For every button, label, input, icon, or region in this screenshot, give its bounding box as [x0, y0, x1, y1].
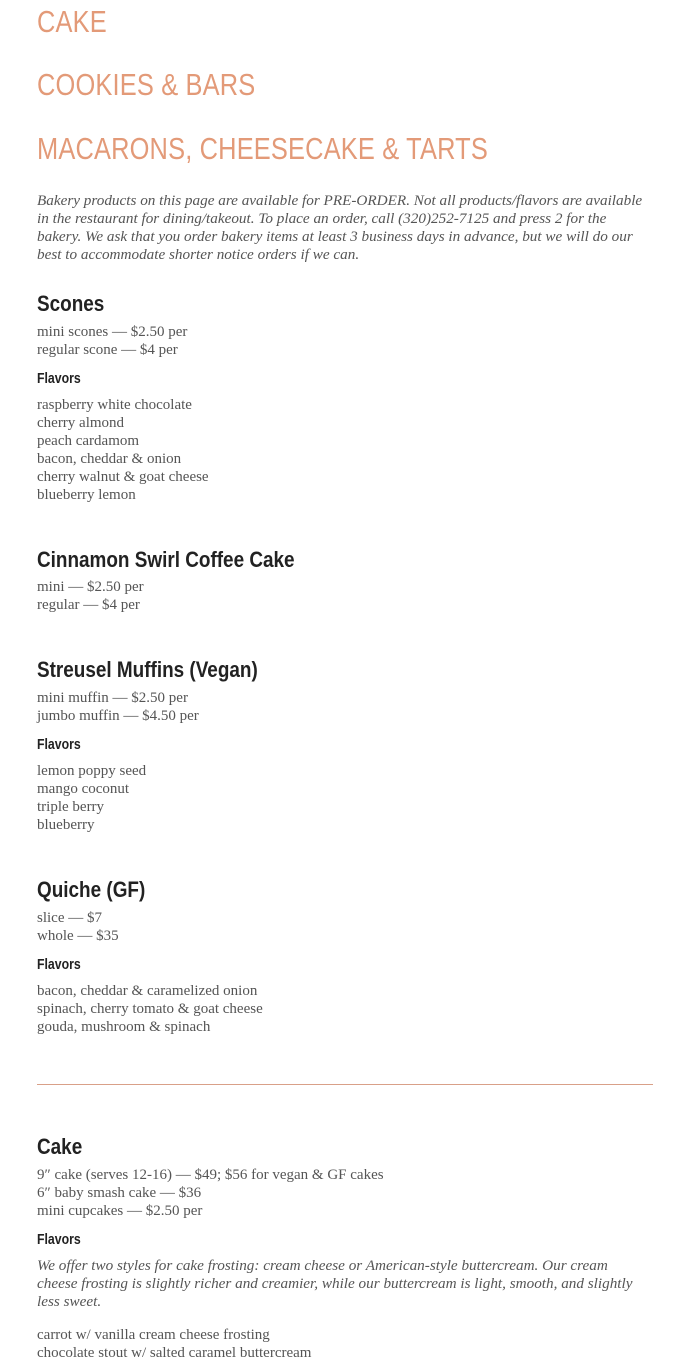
- scones-flavor: peach cardamom: [37, 433, 140, 449]
- quiche-flavor: bacon, cheddar & caramelized onion: [37, 983, 258, 999]
- scones-flavor: cherry almond: [37, 415, 125, 431]
- coffee-cake-price-list: [37, 578, 144, 614]
- muffins-flavor-list: [37, 762, 146, 834]
- muffins-price: mini muffin — $2.50 per: [37, 690, 188, 706]
- cake-title: Cake: [37, 1134, 83, 1159]
- muffins-flavors-label: Flavors: [37, 736, 81, 753]
- cake-flavor-list: [37, 1326, 311, 1362]
- scones-price: regular scone — $4 per: [37, 342, 178, 358]
- scones-flavor: cherry walnut & goat cheese: [37, 469, 209, 485]
- nav-cake-link[interactable]: CAKE: [37, 4, 107, 39]
- cake-price: 9″ cake (serves 12-16) — $49; $56 for vegan & GF cakes: [37, 1167, 384, 1183]
- scones-flavor: blueberry lemon: [37, 487, 136, 503]
- quiche-flavors-label: Flavors: [37, 956, 81, 973]
- coffee-cake-price: mini — $2.50 per: [37, 579, 144, 595]
- cake-frosting-note: We offer two styles for cake frosting: cream cheese or American-style buttercream. Our cream cheese frosting is slightly richer and creamier, while our buttercream is light, smooth, and slightly less sweet.: [37, 1257, 633, 1310]
- cake-price-list: [37, 1166, 384, 1220]
- muffins-price: jumbo muffin — $4.50 per: [37, 708, 199, 724]
- muffins-price-list: [37, 689, 199, 725]
- scones-flavors-label: Flavors: [37, 370, 81, 387]
- cake-flavors-label: Flavors: [37, 1231, 81, 1248]
- quiche-price-list: [37, 909, 119, 945]
- coffee-cake-title: Cinnamon Swirl Coffee Cake: [37, 547, 295, 572]
- coffee-cake-price: regular — $4 per: [37, 597, 140, 613]
- section-divider: [37, 1084, 653, 1085]
- quiche-title: Quiche (GF): [37, 877, 146, 902]
- cake-price: mini cupcakes — $2.50 per: [37, 1203, 203, 1219]
- nav-macarons-cheesecake-tarts-link[interactable]: MACARONS, CHEESECAKE & TARTS: [37, 131, 488, 166]
- cake-flavor: carrot w/ vanilla cream cheese frosting: [37, 1327, 270, 1343]
- cake-price: 6″ baby smash cake — $36: [37, 1185, 202, 1201]
- quiche-price: whole — $35: [37, 928, 119, 944]
- quiche-flavor: spinach, cherry tomato & goat cheese: [37, 1001, 263, 1017]
- muffins-flavor: lemon poppy seed: [37, 763, 147, 779]
- scones-flavor: raspberry white chocolate: [37, 397, 192, 413]
- scones-flavor-list: [37, 396, 209, 504]
- scones-price-list: [37, 323, 187, 359]
- nav-cookies-bars-link[interactable]: COOKIES & BARS: [37, 67, 256, 102]
- quiche-price: slice — $7: [37, 910, 102, 926]
- quiche-flavor: gouda, mushroom & spinach: [37, 1019, 211, 1035]
- scones-price: mini scones — $2.50 per: [37, 324, 188, 340]
- muffins-flavor: mango coconut: [37, 781, 130, 797]
- preorder-note: Bakery products on this page are available for PRE-ORDER. Not all products/flavors are available in the restaurant for dining/takeout. To place an order, call (320)252-7125 and press 2 for the bakery. We ask that you order bakery items at least 3 business days in advance, but we will do our best to accommodate shorter notice orders if we can.: [37, 192, 643, 263]
- scones-flavor: bacon, cheddar & onion: [37, 451, 182, 467]
- cake-flavor: chocolate stout w/ salted caramel buttercream: [37, 1345, 312, 1361]
- muffins-title: Streusel Muffins (Vegan): [37, 657, 258, 682]
- muffins-flavor: blueberry: [37, 817, 95, 833]
- muffins-flavor: triple berry: [37, 799, 105, 815]
- quiche-flavor-list: [37, 982, 263, 1036]
- scones-title: Scones: [37, 291, 105, 316]
